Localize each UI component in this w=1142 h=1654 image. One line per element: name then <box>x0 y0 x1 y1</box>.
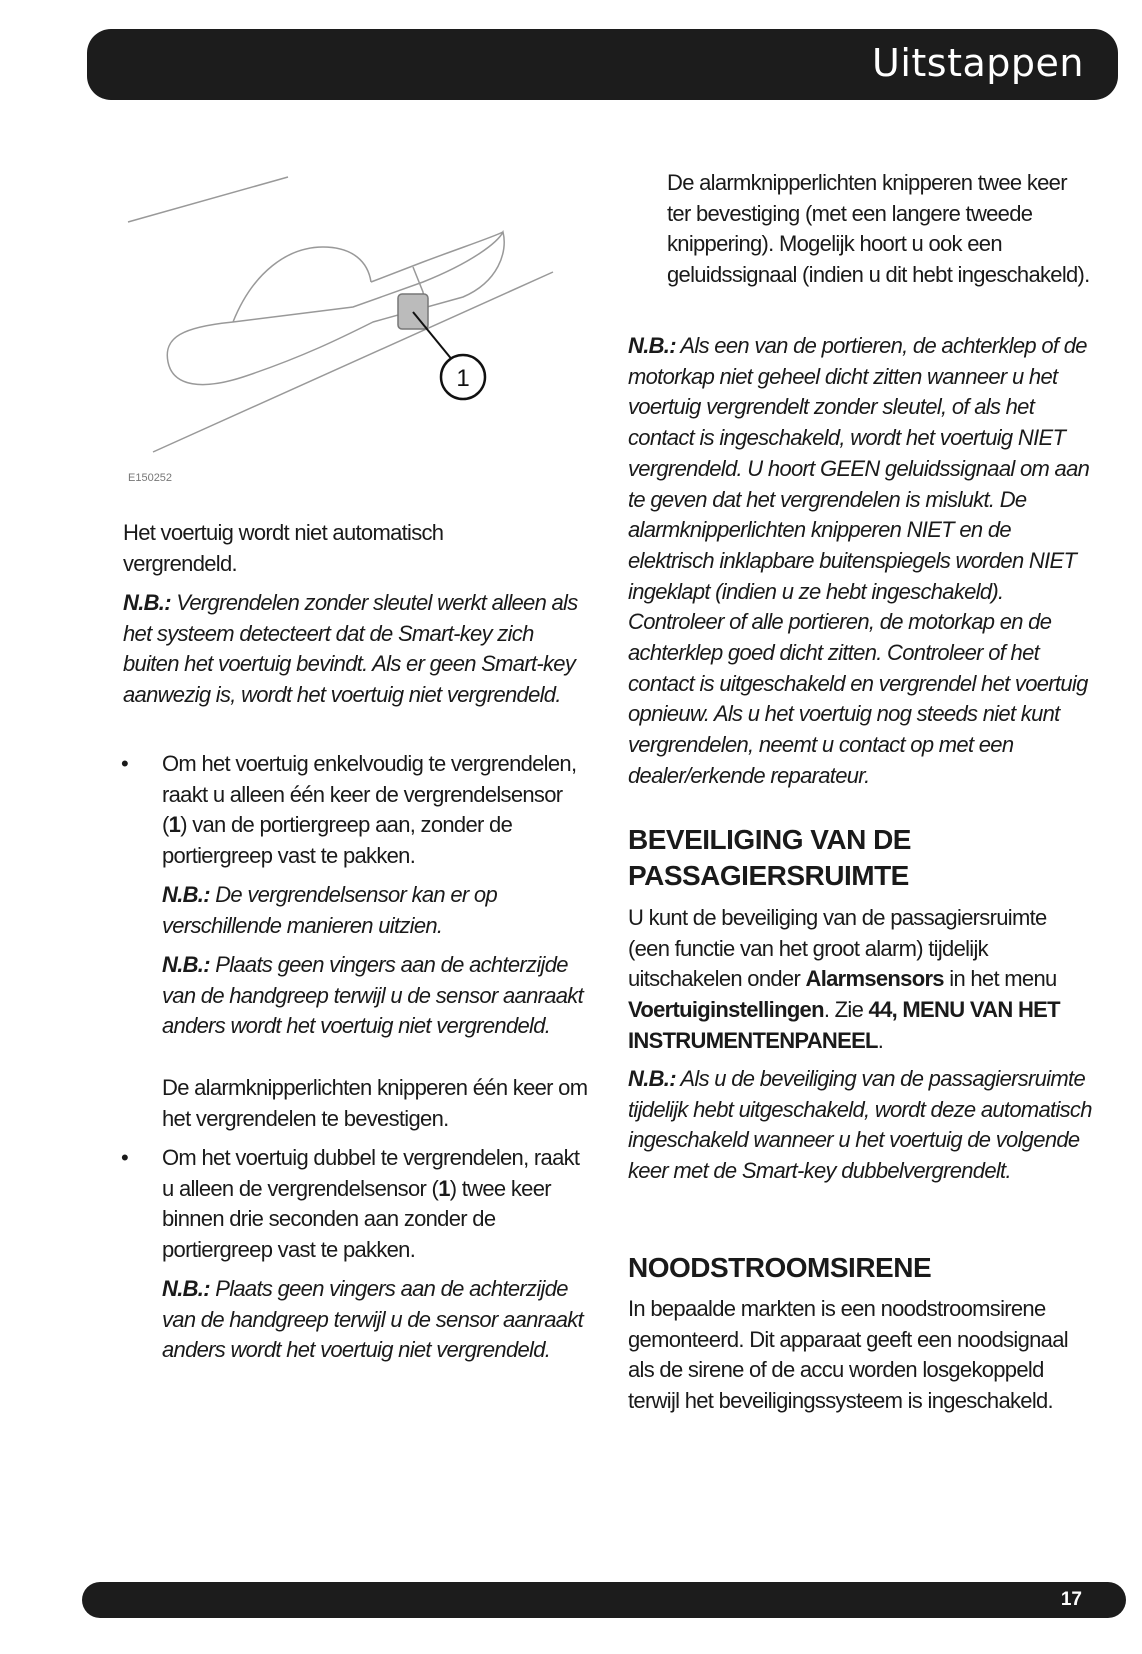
list-item: Om het voertuig enkelvoudig te vergrendelen, raakt u alleen één keer de vergrendelsensor (1) van de portiergreep aan, zonder de portiergreep vast te pakken. <box>162 751 577 869</box>
paragraph: De alarmknipperlichten knipperen twee keer ter bevestiging (met een langere tweede knippering). Mogelijk hoort u ook een geluidssignaal (indien u dit hebt ingeschakeld). <box>667 170 1090 288</box>
section-heading: BEVEILIGING VAN DE PASSAGIERSRUIMTE <box>628 824 911 891</box>
page-number: 17 <box>1060 1589 1082 1610</box>
bullet-icon: • <box>121 1145 129 1170</box>
callout-number: 1 <box>456 365 470 392</box>
paragraph: In bepaalde markten is een noodstroomsirene gemonteerd. Dit apparaat geeft een noodsignaal als de sirene of de accu worden losgekoppeld terwijl het beveiligingssysteem is ingeschakeld. <box>628 1296 1068 1414</box>
paragraph: U kunt de beveiliging van de passagiersruimte (een functie van het groot alarm) tijdelijk uitschakelen onder Alarmsensors in het menu Voertuiginstellingen. Zie 44, MENU VAN HET INSTRUMENTENPANEEL. <box>628 905 1060 1053</box>
note: N.B.: Als u de beveiliging van de passagiersruimte tijdelijk hebt uitgeschakeld, wordt deze automatisch ingeschakeld wanneer u het voertuig de volgende keer met de Smart-key dubbelvergrendelt. <box>628 1066 1092 1184</box>
note: N.B.: Plaats geen vingers aan de achterzijde van de handgreep terwijl u de sensor aanraakt anders wordt het voertuig niet vergrendeld. <box>162 952 584 1039</box>
note: N.B.: Vergrendelen zonder sleutel werkt alleen als het systeem detecteert dat de Smart-key zich buiten het voertuig bevindt. Als er geen Smart-key aanwezig is, wordt het voertuig niet vergrendeld. <box>123 590 578 708</box>
paragraph: De alarmknipperlichten knipperen één keer om het vergrendelen te bevestigen. <box>162 1075 588 1131</box>
note: N.B.: Als een van de portieren, de achterklep of de motorkap niet geheel dicht zitten wanneer u het voertuig vergrendelt zonder sleutel, of als het contact is ingeschakeld, wordt het voertuig NIET vergrendeld. U hoort GEEN geluidssignaal om aan te geven dat het vergrendelen is mislukt. De alarmknipperlichten knipperen NIET en de elektrisch inklapbare buitenspiegels worden NIET ingeklapt (indien u ze hebt ingeschakeld). Controleer of alle portieren, de motorkap en de achterklep goed dicht zitten. Controleer of het contact is uitgeschakeld en vergrendel het voertuig opnieuw. Als u het voertuig nog steeds niet kunt vergrendelen, neemt u contact op met een dealer/erkende reparateur. <box>628 333 1090 788</box>
note: N.B.: Plaats geen vingers aan de achterzijde van de handgreep terwijl u de sensor aanraakt anders wordt het voertuig niet vergrendeld. <box>162 1276 584 1363</box>
cross-reference-link[interactable]: 44, MENU VAN HET INSTRUMENTENPANEEL <box>628 997 1060 1053</box>
chapter-header <box>87 29 1118 100</box>
list-item: Om het voertuig dubbel te vergrendelen, raakt u alleen de vergrendelsensor (1) twee keer binnen drie seconden aan zonder de portiergreep vast te pakken. <box>162 1145 580 1263</box>
bullet-icon: • <box>121 751 129 776</box>
page-footer <box>82 1582 1126 1618</box>
paragraph: Het voertuig wordt niet automatisch vergrendeld. <box>123 520 444 576</box>
door-handle-illustration <box>123 122 583 492</box>
figure-id: E150252 <box>128 472 173 484</box>
section-heading: NOODSTROOMSIRENE <box>628 1252 932 1283</box>
note: N.B.: De vergrendelsensor kan er op verschillende manieren uitzien. <box>162 882 498 938</box>
chapter-title: Uitstappen <box>872 41 1084 85</box>
